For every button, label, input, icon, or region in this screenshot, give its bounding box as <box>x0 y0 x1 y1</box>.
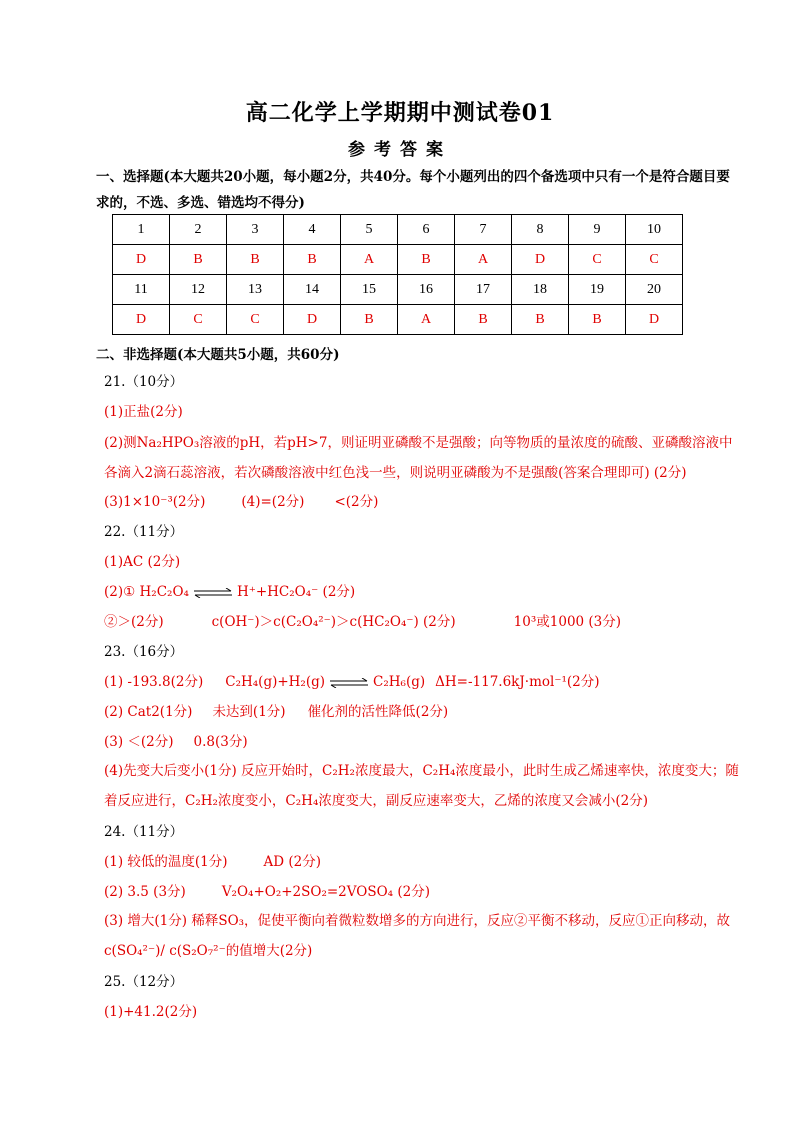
q23-answer-4: (4)先变大后变小(1分) 反应开始时，C₂H₂浓度最大，C₂H₄浓度最小，此时生成乙烯速率快，浓度变大；随着反应进行，C₂H₂浓度变小，C₂H₄浓度变大，副反应速率变大，乙烯的浓度又会减小(2分) <box>104 763 739 809</box>
table-cell: 20 <box>626 275 683 305</box>
q22-answer-3 <box>104 612 621 632</box>
q23-answer-3a: (3) ＜(2分) <box>104 734 174 750</box>
table-row <box>113 245 683 275</box>
q21-answer-4: (4)=(2分) <box>241 494 305 510</box>
q23-enthalpy: ΔH=-117.6kJ·mol⁻¹(2分) <box>435 674 600 690</box>
table-cell: B <box>569 305 626 335</box>
q22-equation-right: H⁺+HC₂O₄⁻ (2分) <box>236 584 356 600</box>
q22-answer-2 <box>104 582 355 602</box>
table-cell: A <box>398 305 455 335</box>
table-row <box>113 305 683 335</box>
q23-answer-2b: 未达到(1分) <box>212 704 286 720</box>
table-cell: 18 <box>512 275 569 305</box>
q23-heading: 23.（16分） <box>104 644 184 660</box>
section-2-heading: 二、非选择题(本大题共5小题，共60分) <box>96 347 340 363</box>
table-cell: 19 <box>569 275 626 305</box>
table-cell: 2 <box>170 215 227 245</box>
q24-answer-1 <box>104 852 321 872</box>
page-title: 高二化学上学期期中测试卷01 <box>245 100 555 126</box>
q23-answer-2a: (2) Cat2(1分) <box>104 704 193 720</box>
q21-answer-3a: (3)1×10⁻³(2分) <box>104 494 206 510</box>
q24-answer-2b: V₂O₄+O₂+2SO₂=2VOSO₄ (2分) <box>221 884 430 900</box>
table-cell: B <box>341 305 398 335</box>
table-cell: 7 <box>455 215 512 245</box>
table-cell: 12 <box>170 275 227 305</box>
table-cell: D <box>626 305 683 335</box>
table-cell: 15 <box>341 275 398 305</box>
q24-answer-1a: (1) 较低的温度(1分) <box>104 854 228 870</box>
q23-answer-2 <box>104 702 448 722</box>
q21-answer-3 <box>104 492 378 512</box>
equilibrium-arrow-icon <box>193 588 233 598</box>
section-1-heading: 一、选择题(本大题共20小题，每小题2分，共40分。每个小题列出的四个备选项中只有一个是符合题目要求的，不选、多选、错选均不得分) <box>96 169 730 211</box>
q22-answer-1: (1)AC (2分) <box>104 554 181 570</box>
q25-heading: 25.（12分） <box>104 974 184 990</box>
q22-answer-3c: 10³或1000 (3分) <box>513 614 622 630</box>
table-cell: D <box>284 305 341 335</box>
q24-answer-3: (3) 增大(1分) 稀释SO₃，促使平衡向着微粒数增多的方向进行，反应②平衡不移动，反应①正向移动，故c(SO₄²⁻)/ c(S₂O₇²⁻的值增大(2分) <box>104 913 731 959</box>
table-cell: 17 <box>455 275 512 305</box>
table-cell: 16 <box>398 275 455 305</box>
table-cell: 5 <box>341 215 398 245</box>
q22-equation-left: (2)① H₂C₂O₄ <box>104 584 189 600</box>
q23-answer-3b: 0.8(3分) <box>193 734 248 750</box>
table-cell: 14 <box>284 275 341 305</box>
table-cell: C <box>227 305 284 335</box>
table-cell: A <box>341 245 398 275</box>
table-cell: B <box>227 245 284 275</box>
q25-answer-1: (1)+41.2(2分) <box>104 1004 198 1020</box>
q21-heading: 21.（10分） <box>104 374 184 390</box>
page-subtitle: 参考答案 <box>348 140 452 160</box>
table-cell: D <box>512 245 569 275</box>
q23-product: C₂H₆(g) <box>373 674 426 690</box>
q23-answer-1a: (1) -193.8(2分) <box>104 674 204 690</box>
table-row <box>113 215 683 245</box>
table-cell: B <box>170 245 227 275</box>
q23-reactants: C₂H₄(g)+H₂(g) <box>225 674 326 690</box>
table-cell: 13 <box>227 275 284 305</box>
table-cell: 1 <box>113 215 170 245</box>
q21-answer-2: (2)测Na₂HPO₃溶液的pH，若pH>7，则证明亚磷酸不是强酸；向等物质的量浓度的硫酸、亚磷酸溶液中各滴入2滴石蕊溶液，若次磷酸溶液中红色浅一些，则说明亚磷酸为不是强酸(答案合理即可) (2分) <box>104 435 733 481</box>
q22-answer-3a: ②＞(2分) <box>104 614 164 630</box>
table-cell: C <box>170 305 227 335</box>
table-cell: 9 <box>569 215 626 245</box>
table-cell: 8 <box>512 215 569 245</box>
q24-answer-1b: AD (2分) <box>263 854 322 870</box>
q23-answer-2c: 催化剂的活性降低(2分) <box>307 704 449 720</box>
q22-heading: 22.（11分） <box>104 524 184 540</box>
table-cell: D <box>113 305 170 335</box>
table-cell: 10 <box>626 215 683 245</box>
table-cell: B <box>512 305 569 335</box>
q21-answer-1: (1)正盐(2分) <box>104 404 183 420</box>
answer-table <box>112 214 683 335</box>
q24-answer-2 <box>104 882 430 902</box>
table-cell: B <box>284 245 341 275</box>
equilibrium-arrow-icon <box>329 678 369 688</box>
q24-answer-2a: (2) 3.5 (3分) <box>104 884 186 900</box>
table-cell: A <box>455 245 512 275</box>
table-cell: C <box>626 245 683 275</box>
table-cell: 11 <box>113 275 170 305</box>
table-cell: 4 <box>284 215 341 245</box>
q24-heading: 24.（11分） <box>104 824 184 840</box>
q23-answer-1 <box>104 672 599 692</box>
q22-answer-3b: c(OH⁻)＞c(C₂O₄²⁻)＞c(HC₂O₄⁻) (2分) <box>211 614 456 630</box>
table-row <box>113 275 683 305</box>
table-cell: C <box>569 245 626 275</box>
table-cell: D <box>113 245 170 275</box>
q21-answer-4b: <(2分) <box>334 494 379 510</box>
table-cell: B <box>455 305 512 335</box>
table-cell: 3 <box>227 215 284 245</box>
q23-answer-3 <box>104 732 248 752</box>
table-cell: 6 <box>398 215 455 245</box>
table-cell: B <box>398 245 455 275</box>
